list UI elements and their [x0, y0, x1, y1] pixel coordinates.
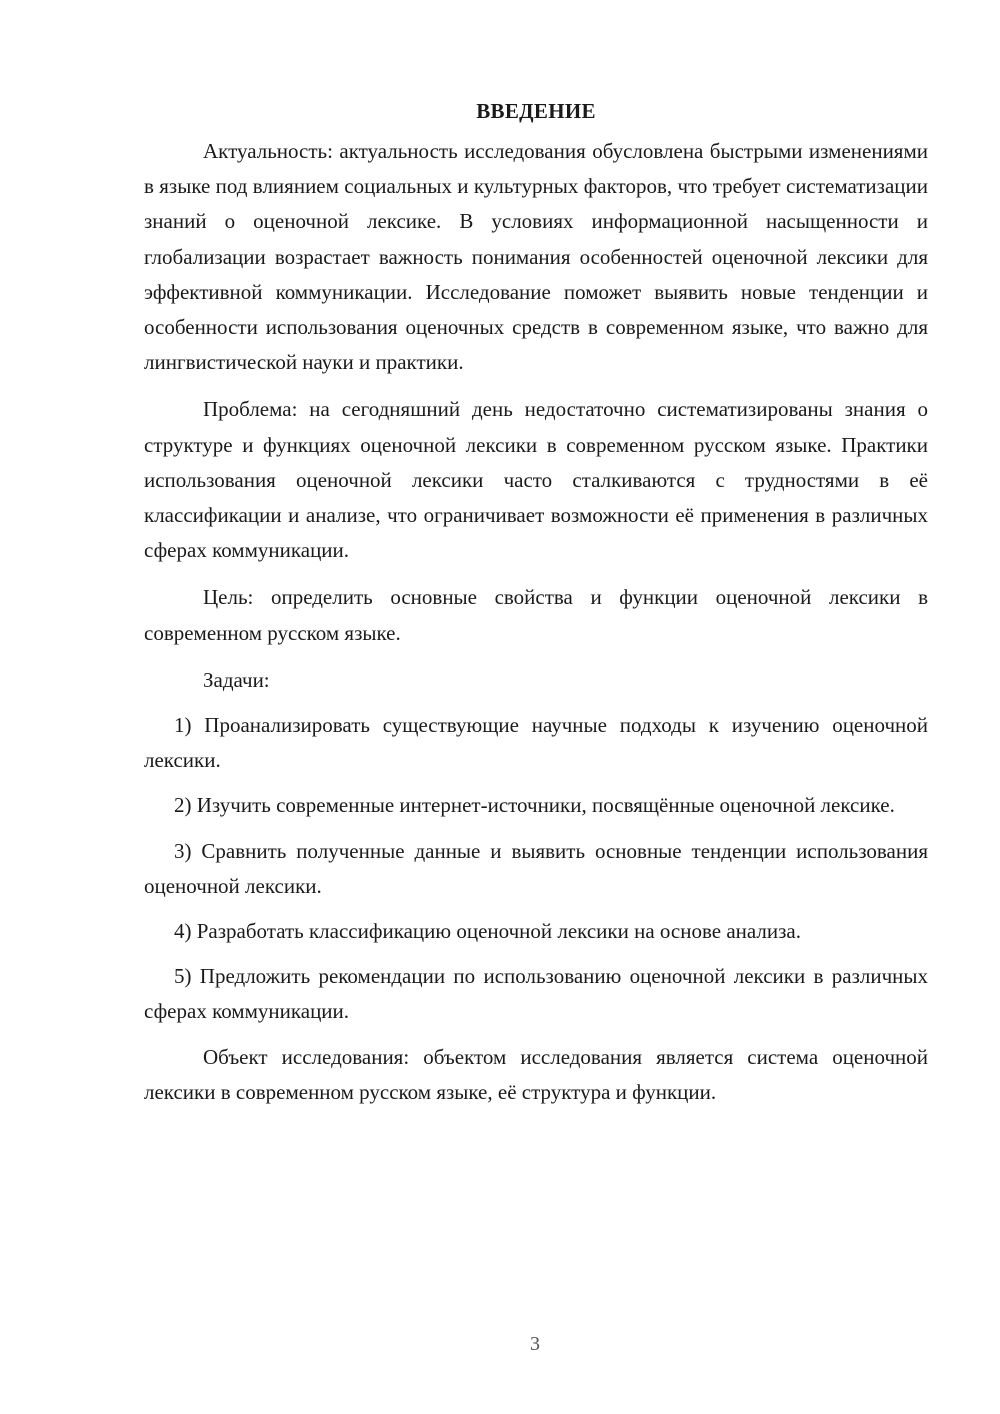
object-paragraph: Объект исследования: объектом исследования является система оценочной лексики в современном русском языке, её структура и функции.: [144, 1044, 928, 1104]
task-item-4: 4) Разработать классификацию оценочной лексики на основе анализа.: [174, 919, 802, 944]
task-item-3: 3) Сравнить полученные данные и выявить основные тенденции использования оценочной лексики.: [144, 838, 928, 898]
task-item-2: 2) Изучить современные интернет-источники, посвящённые оценочной лексике.: [174, 793, 895, 818]
goal-paragraph: Цель: определить основные свойства и функции оценочной лексики в современном русском языке.: [144, 585, 928, 645]
section-title: ВВЕДЕНИЕ: [476, 99, 596, 123]
task-item-5: 5) Предложить рекомендации по использованию оценочной лексики в различных сферах коммуникации.: [144, 964, 928, 1024]
problem-paragraph: Проблема: на сегодняшний день недостаточно систематизированы знания о структуре и функциях оценочной лексики в современном русском языке. Практики использования оценочной лексики часто сталкиваются с трудностями в её классификации и анализе, что ограничивает возможности её применения в различных сферах коммуникации.: [144, 397, 928, 563]
task-item-1: 1) Проанализировать существующие научные подходы к изучению оценочной лексики.: [144, 713, 928, 773]
tasks-label: Задачи:: [203, 667, 270, 692]
page-number: 3: [530, 1333, 540, 1355]
page-content: [144, 96, 928, 1122]
relevance-paragraph: Актуальность: актуальность исследования обусловлена быстрыми изменениями в языке под влиянием социальных и культурных факторов, что требует систематизации знаний о оценочной лексике. В условиях информационной насыщенности и глобализации возрастает важность понимания особенностей оценочной лексики для эффективной коммуникации. Исследование поможет выявить новые тенденции и особенности использования оценочных средств в современном языке, что важно для лингвистической науки и практики.: [144, 139, 928, 375]
